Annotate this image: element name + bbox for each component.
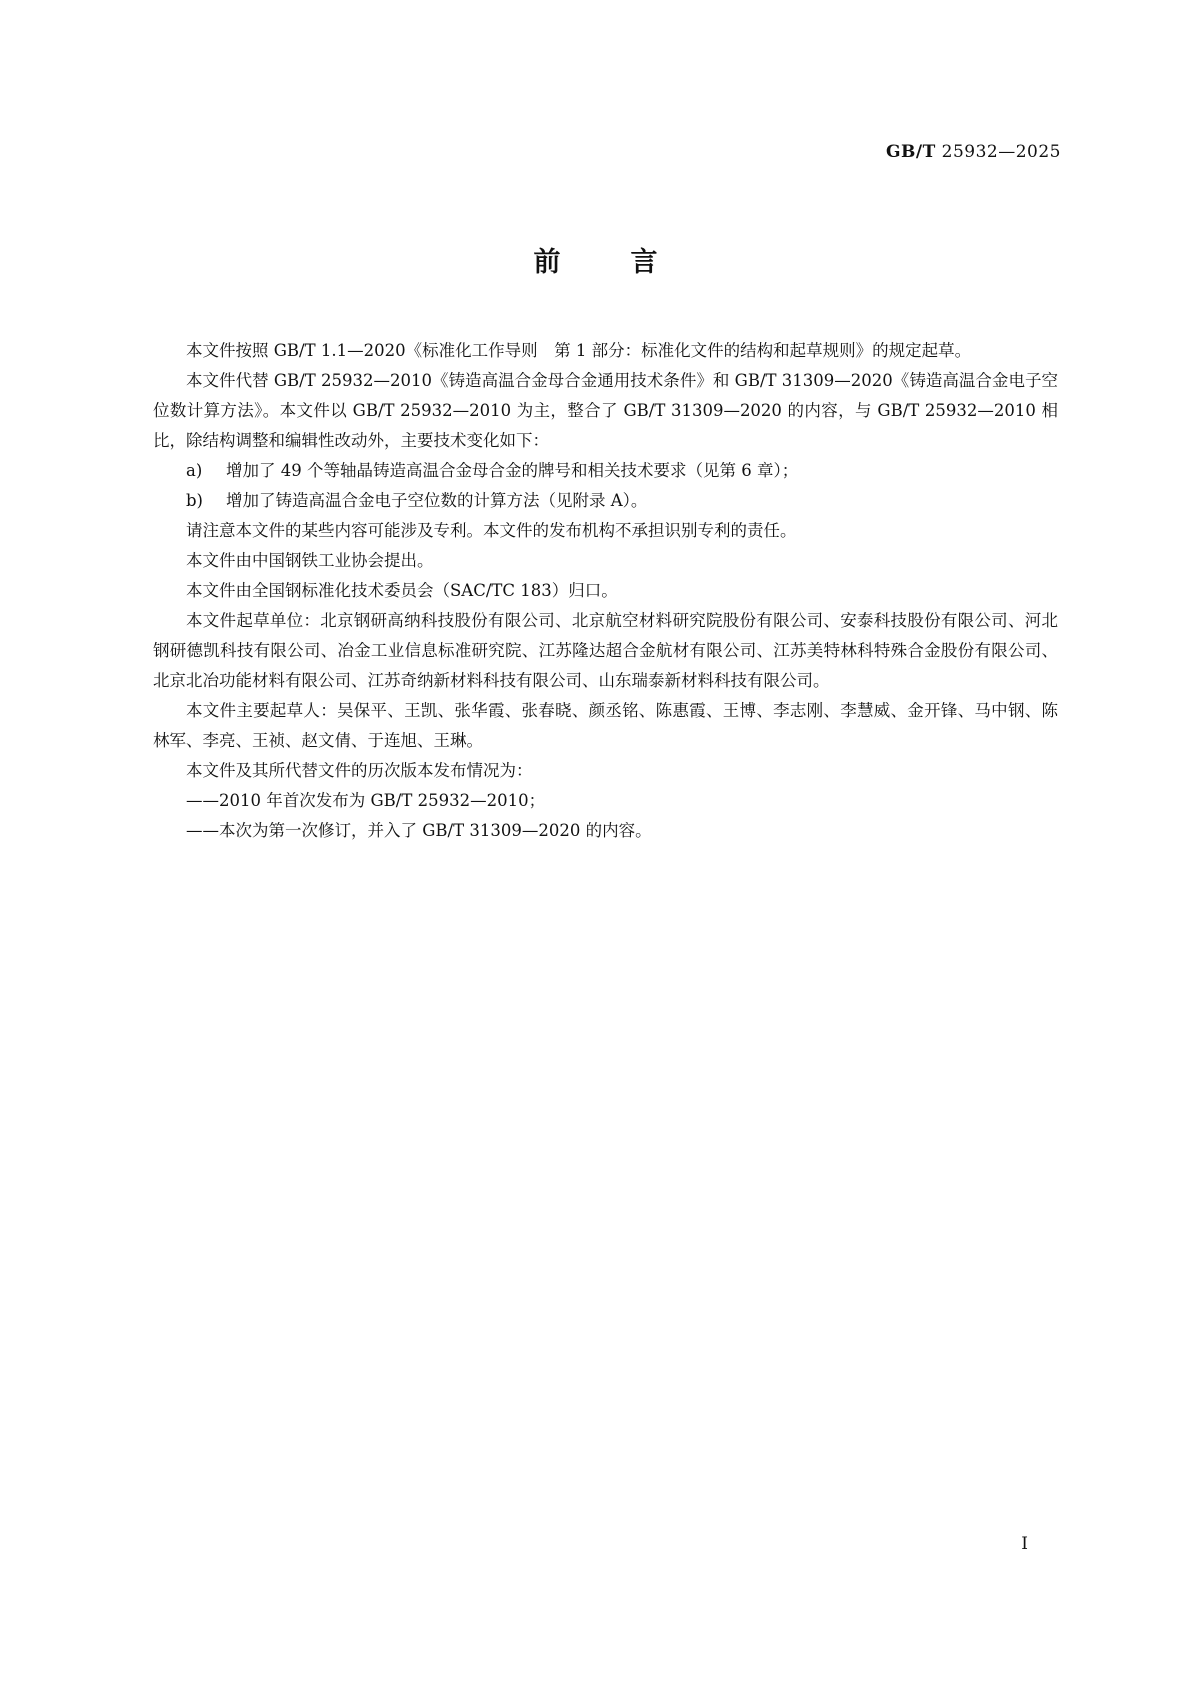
paragraph-committee: 本文件由全国钢标准化技术委员会（SAC/TC 183）归口。 xyxy=(186,581,618,600)
paragraph-drafters: 本文件主要起草人：吴保平、王凯、张华霞、张春晓、颜丞铭、陈惠霞、王博、李志刚、李慧威、金开锋、马中钢、陈林军、李亮、王祯、赵文倩、于连旭、王琳。 xyxy=(153,701,1058,750)
list-item xyxy=(153,486,1058,516)
history-item: ——本次为第一次修订，并入了 GB/T 31309—2020 的内容。 xyxy=(186,821,652,840)
paragraph-drafting-rules: 本文件按照 GB/T 1.1—2020《标准化工作导则 第 1 部分：标准化文件的结构和起草规则》的规定起草。 xyxy=(186,341,972,360)
list-item-label: b) xyxy=(186,491,203,510)
paragraph-drafting-units: 本文件起草单位：北京钢研高纳科技股份有限公司、北京航空材料研究院股份有限公司、安泰科技股份有限公司、河北钢研德凯科技有限公司、冶金工业信息标准研究院、江苏隆达超合金航材有限公司、江苏美特林科特殊合金股份有限公司、北京北冶功能材料有限公司、江苏奇纳新材料科技有限公司、山东瑞泰新材料科技有限公司。 xyxy=(153,611,1058,690)
history-item: ——2010 年首次发布为 GB/T 25932—2010； xyxy=(186,791,546,810)
list-item-label: a) xyxy=(186,461,203,480)
document-body xyxy=(153,336,1058,846)
paragraph-patent-notice: 请注意本文件的某些内容可能涉及专利。本文件的发布机构不承担识别专利的责任。 xyxy=(186,521,797,540)
standard-code xyxy=(886,142,1061,162)
page-title: 前言 xyxy=(533,247,728,278)
paragraph-history-intro: 本文件及其所代替文件的历次版本发布情况为： xyxy=(186,761,533,780)
paragraph-proposer: 本文件由中国钢铁工业协会提出。 xyxy=(186,551,434,570)
list-item-text: 增加了铸造高温合金电子空位数的计算方法（见附录 A）。 xyxy=(226,491,648,510)
list-item xyxy=(153,456,1058,486)
standard-code-number: 25932—2025 xyxy=(941,142,1061,162)
paragraph-replacement: 本文件代替 GB/T 25932—2010《铸造高温合金母合金通用技术条件》和 GB/T 31309—2020《铸造高温合金电子空位数计算方法》。本文件以 GB/T 25932—2010 为主，整合了 GB/T 31309—2020 的内容，与 GB/T 25932—2010 相比，除结构调整和编辑性改动外，主要技术变化如下： xyxy=(153,371,1058,450)
page-number: I xyxy=(1021,1534,1028,1554)
standard-code-prefix: GB/T xyxy=(886,142,936,162)
list-item-text: 增加了 49 个等轴晶铸造高温合金母合金的牌号和相关技术要求（见第 6 章）； xyxy=(226,461,799,480)
